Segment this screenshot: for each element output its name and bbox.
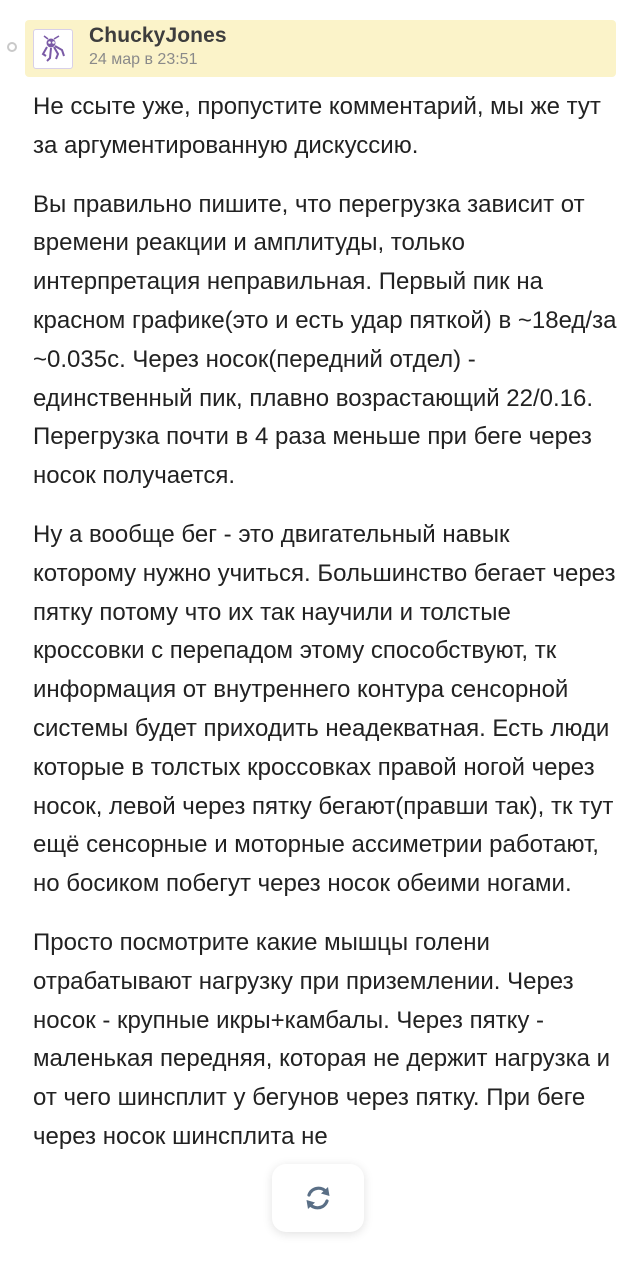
comment-paragraph: Просто посмотрите какие мышцы голени отрабатывают нагрузку при приземлении. Через носок - крупные икры+камбалы. Через пятку - маленькая передняя, которая не держит нагрузка и от чего шинсплит у бегунов через пятку. При беге через носок шинсплита не bbox=[33, 928, 611, 1150]
author-avatar[interactable] bbox=[33, 29, 73, 69]
comment-paragraph: Не ссыте уже, пропустите комментарий, мы же тут за аргументированную дискуссию. bbox=[33, 93, 601, 159]
thread-indicator[interactable] bbox=[7, 42, 17, 52]
refresh-button[interactable] bbox=[272, 1164, 364, 1232]
refresh-icon bbox=[301, 1181, 335, 1215]
comment-paragraph: Вы правильно пишите, что перегрузка зависит от времени реакции и амплитуды, только интерпретация неправильная. Первый пик на красном графике(это и есть удар пяткой) в ~18ед/за ~0.035с. Через носок(передний отдел) - единственный пик, плавно возрастающий 22/0.16. Перегрузка почти в 4 раза меньше при беге через носок получается. bbox=[33, 190, 617, 490]
comment-body bbox=[33, 88, 618, 1177]
author-name[interactable]: ChuckyJones bbox=[89, 24, 227, 47]
robot-avatar-icon bbox=[38, 34, 68, 64]
comment-paragraph: Ну а вообще бег - это двигательный навык которому нужно учиться. Большинство бегает через пятку потому что их так научили и толстые кроссовки с перепадом этому способствуют, тк информация от внутреннего контура сенсорной системы будет приходить неадекватная. Есть люди которые в толстых кроссовках правой ногой через носок, левой через пятку бегают(правши так), тк тут ещё сенсорные и моторные ассиметрии работают, но босиком побегут через носок обеими ногами. bbox=[33, 520, 616, 898]
comment-timestamp[interactable]: 24 мар в 23:51 bbox=[89, 51, 198, 68]
comment-header bbox=[25, 20, 616, 77]
